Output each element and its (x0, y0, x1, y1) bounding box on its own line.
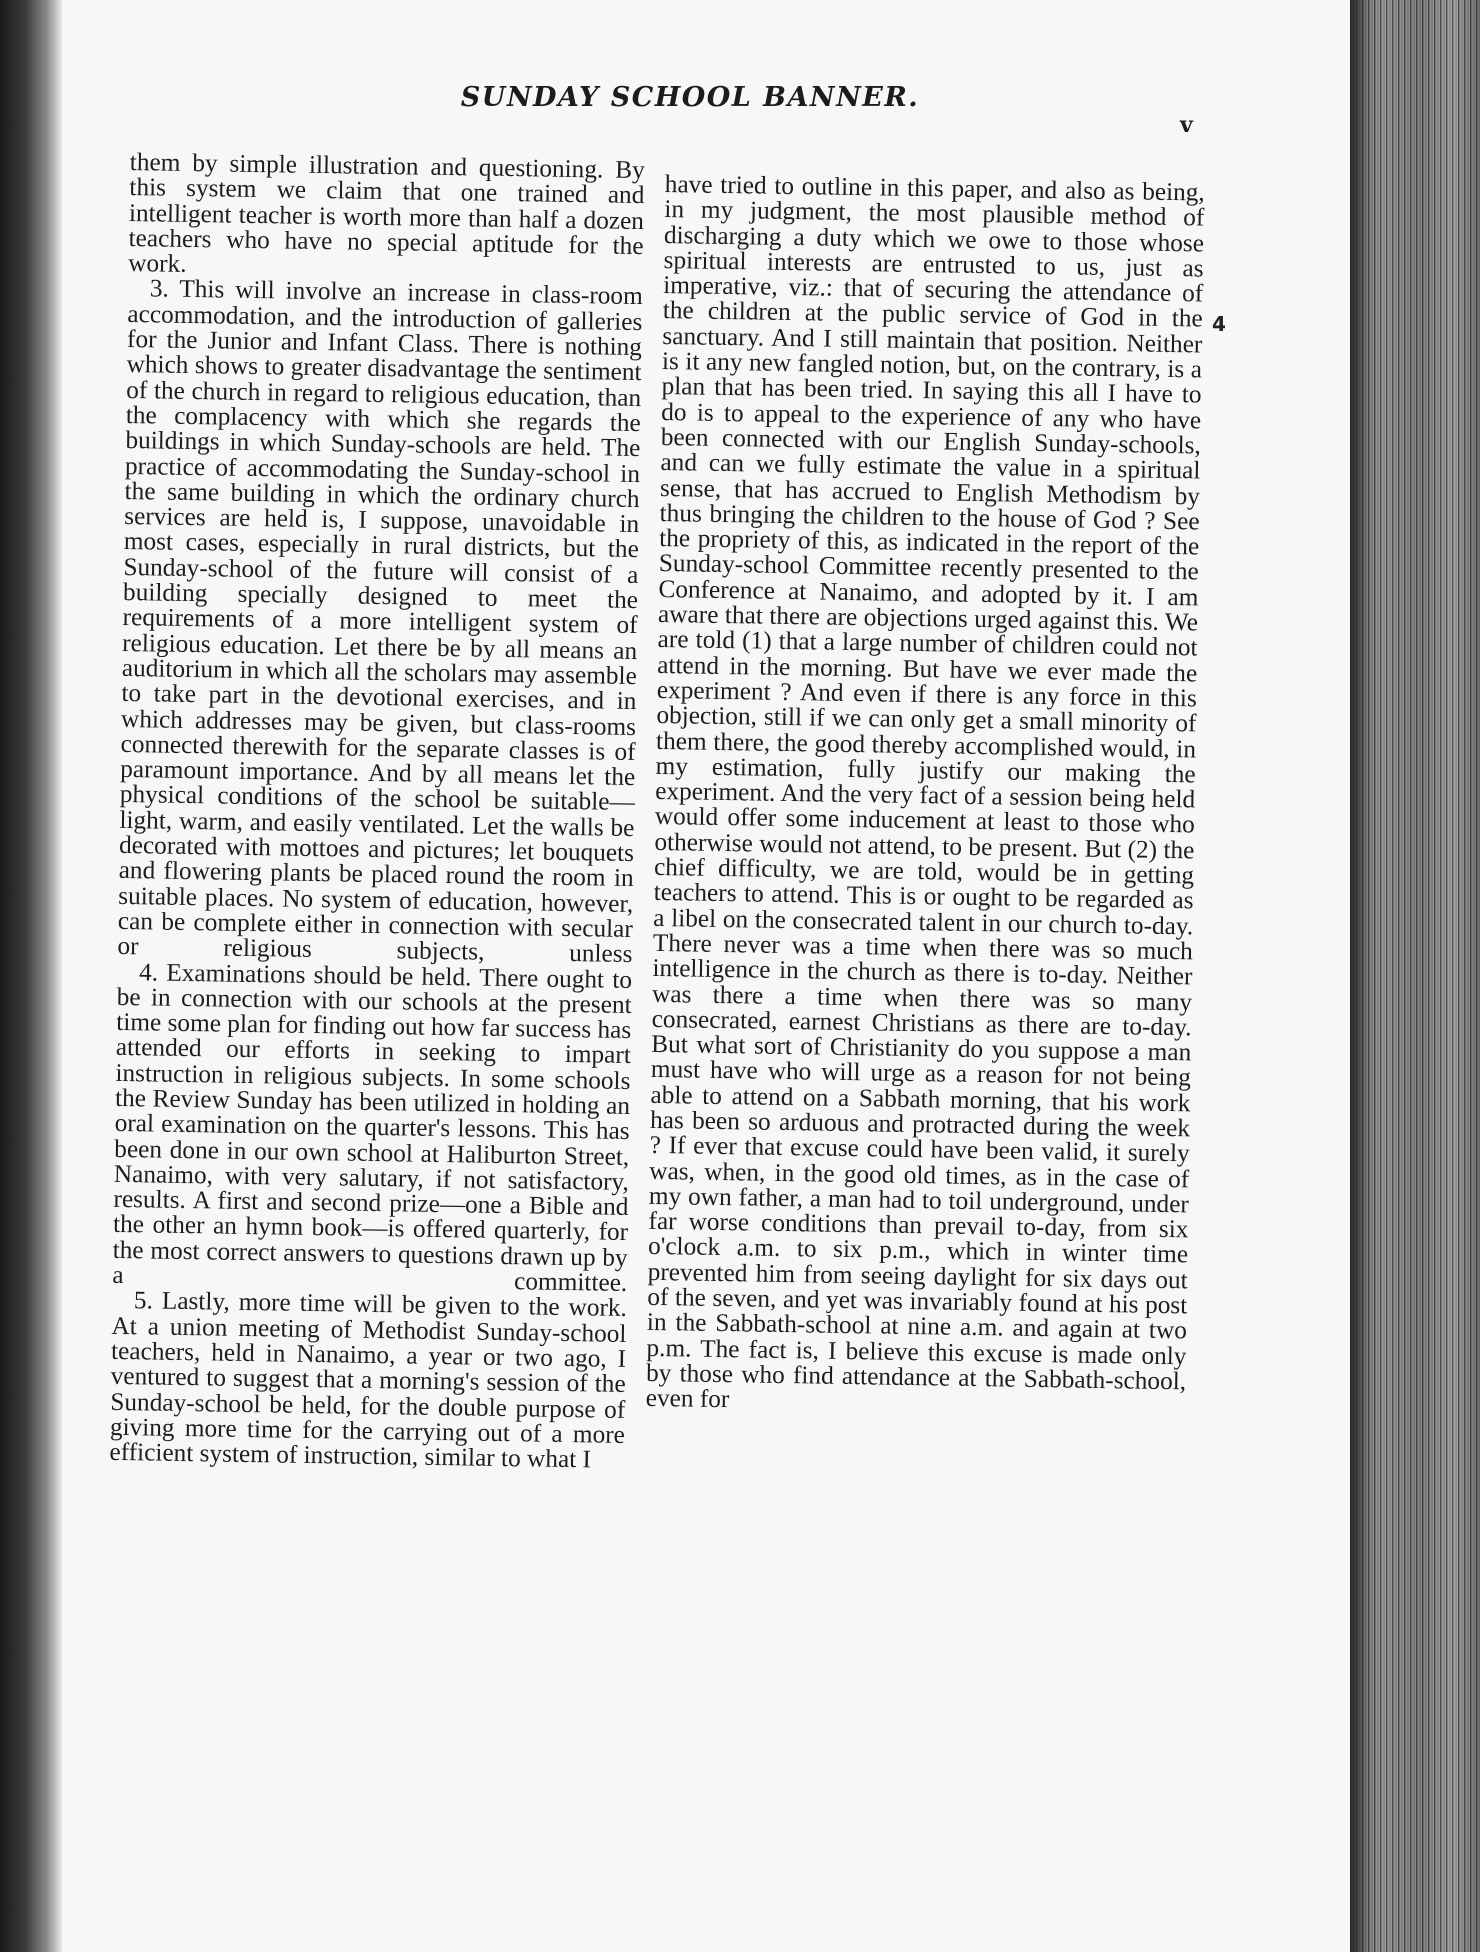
page-number: v (1180, 112, 1193, 138)
paragraph: have tried to outline in this paper, and also as being, in my judgment, the most plausible method of discharging a duty which we owe to those whose spiritual interests are entrusted to us, just as imperative, viz.: that of securing the attendance of the children at the public service of God in the sanctuary. And I still maintain that position. Neither is it any new fangled notion, but, on the contrary, is a plan that has been tried. In saying this all I have to do is to appeal to the experience of any who have been connected with our English Sunday-schools, and can we fully estimate the value in a spiritual sense, that has accrued to English Methodism by thus bringing the children to the house of God ? See the propriety of this, as indicated in the report of the Sunday-school Committee recently presented to the Conference at Nanaimo, and adopted by it. I am aware that there are objections urged against this. We are told (1) that a large number of children could not attend in the morning. But have we ever made the experiment ? And even if there is any force in this objection, still if we can only get a small minority of them there, the good thereby accomplished would, in my estimation, fully justify our making the experiment. And the very fact of a session being held would offer some inducement at least to those who otherwise would not attend, to be present. But (2) the chief difficulty, we are told, would be in getting teachers to attend. This is or ought to be regarded as a libel on the consecrated talent in our church to-day. There never was a time when there was so much intelligence in the church as there is to-day. Neither was there a time when there was so many consecrated, earnest Christians as there are to-day. But what sort of Christianity do you suppose a man must have who will urge as a reason for not being able to attend on a Sabbath morning, that his work has been so arduous and protracted during the week ? If ever that excuse could have been valid, it surely was, when, in the good old times, as in the case of my own father, a man had to toil underground, under far worse conditions than prevail to-day, from six o'clock a.m. to six p.m., which in winter time prevented him from seeing daylight for six days out of the seven, and yet was invariably found at his post in the Sabbath-school at nine a.m. and again at two p.m. The fact is, I believe this excuse is made only by those who find attendance at the Sabbath-school, even for (645, 170, 1205, 1414)
gutter-shadow (0, 0, 62, 1952)
running-title: SUNDAY SCHOOL BANNER. (460, 82, 920, 113)
right-column (646, 172, 1205, 1420)
paragraph: 4. Examinations should be held. There ought to be in connection with our schools at the present time some plan for finding out how far success has attended our efforts in seeking to impart instruction in religious subjects. In some schools the Review Sunday has been utilized in holding an oral examination on the quarter's lessons. This has been done in our own school at Haliburton Street, Nanaimo, with very salutary, if not satisfactory, results. A first and second prize—one a Bible and the other an hymn book—is offered quarterly, for the most correct answers to questions drawn up by a committee. (112, 957, 633, 1298)
margin-mark: 4 (1212, 312, 1226, 336)
paragraph: 5. Lastly, more time will be given to the work. At a union meeting of Methodist Sunday-school teachers, held in Nanaimo, a year or two ago, I ventured to suggest that a morning's session of the Sunday-school be held, for the double purpose of giving more time for the carrying out of a more efficient system of instruction, similar to what I (109, 1286, 628, 1474)
paragraph: them by simple illustration and questioning. By this system we claim that one trained and intelligent teacher is worth more than half a dozen teachers who have no special aptitude for the work. (128, 148, 645, 279)
book-fore-edge (1350, 0, 1480, 1952)
fore-edge-shadow (1350, 0, 1368, 1952)
paragraph: 3. This will involve an increase in class-room accommodation, and the introduction of galleries for the Junior and Infant Class. There is nothing which shows to greater disadvantage the sentiment of the church in regard to religious education, than the complacency with which she regards the buildings in which Sunday-schools are held. The practice of accommodating the Sunday-school in the same building in which the ordinary church services are held is, I suppose, unavoidable in most cases, especially in rural districts, but the Sunday-school of the future will consist of a building specially designed to meet the requirements of a more intelligent system of religious education. Let there be by all means an auditorium in which all the scholars may assemble to take part in the devotional exercises, and in which addresses may be given, but class-rooms connected therewith for the separate classes is of paramount importance. And by all means let the physical conditions of the school be suitable—light, warm, and easily ventilated. Let the walls be decorated with mottoes and pictures; let bouquets and flowering plants be placed round the room in suitable places. No system of education, however, can be complete either in connection with secular or religious subjects, unless (117, 274, 643, 969)
left-column (109, 150, 645, 1473)
